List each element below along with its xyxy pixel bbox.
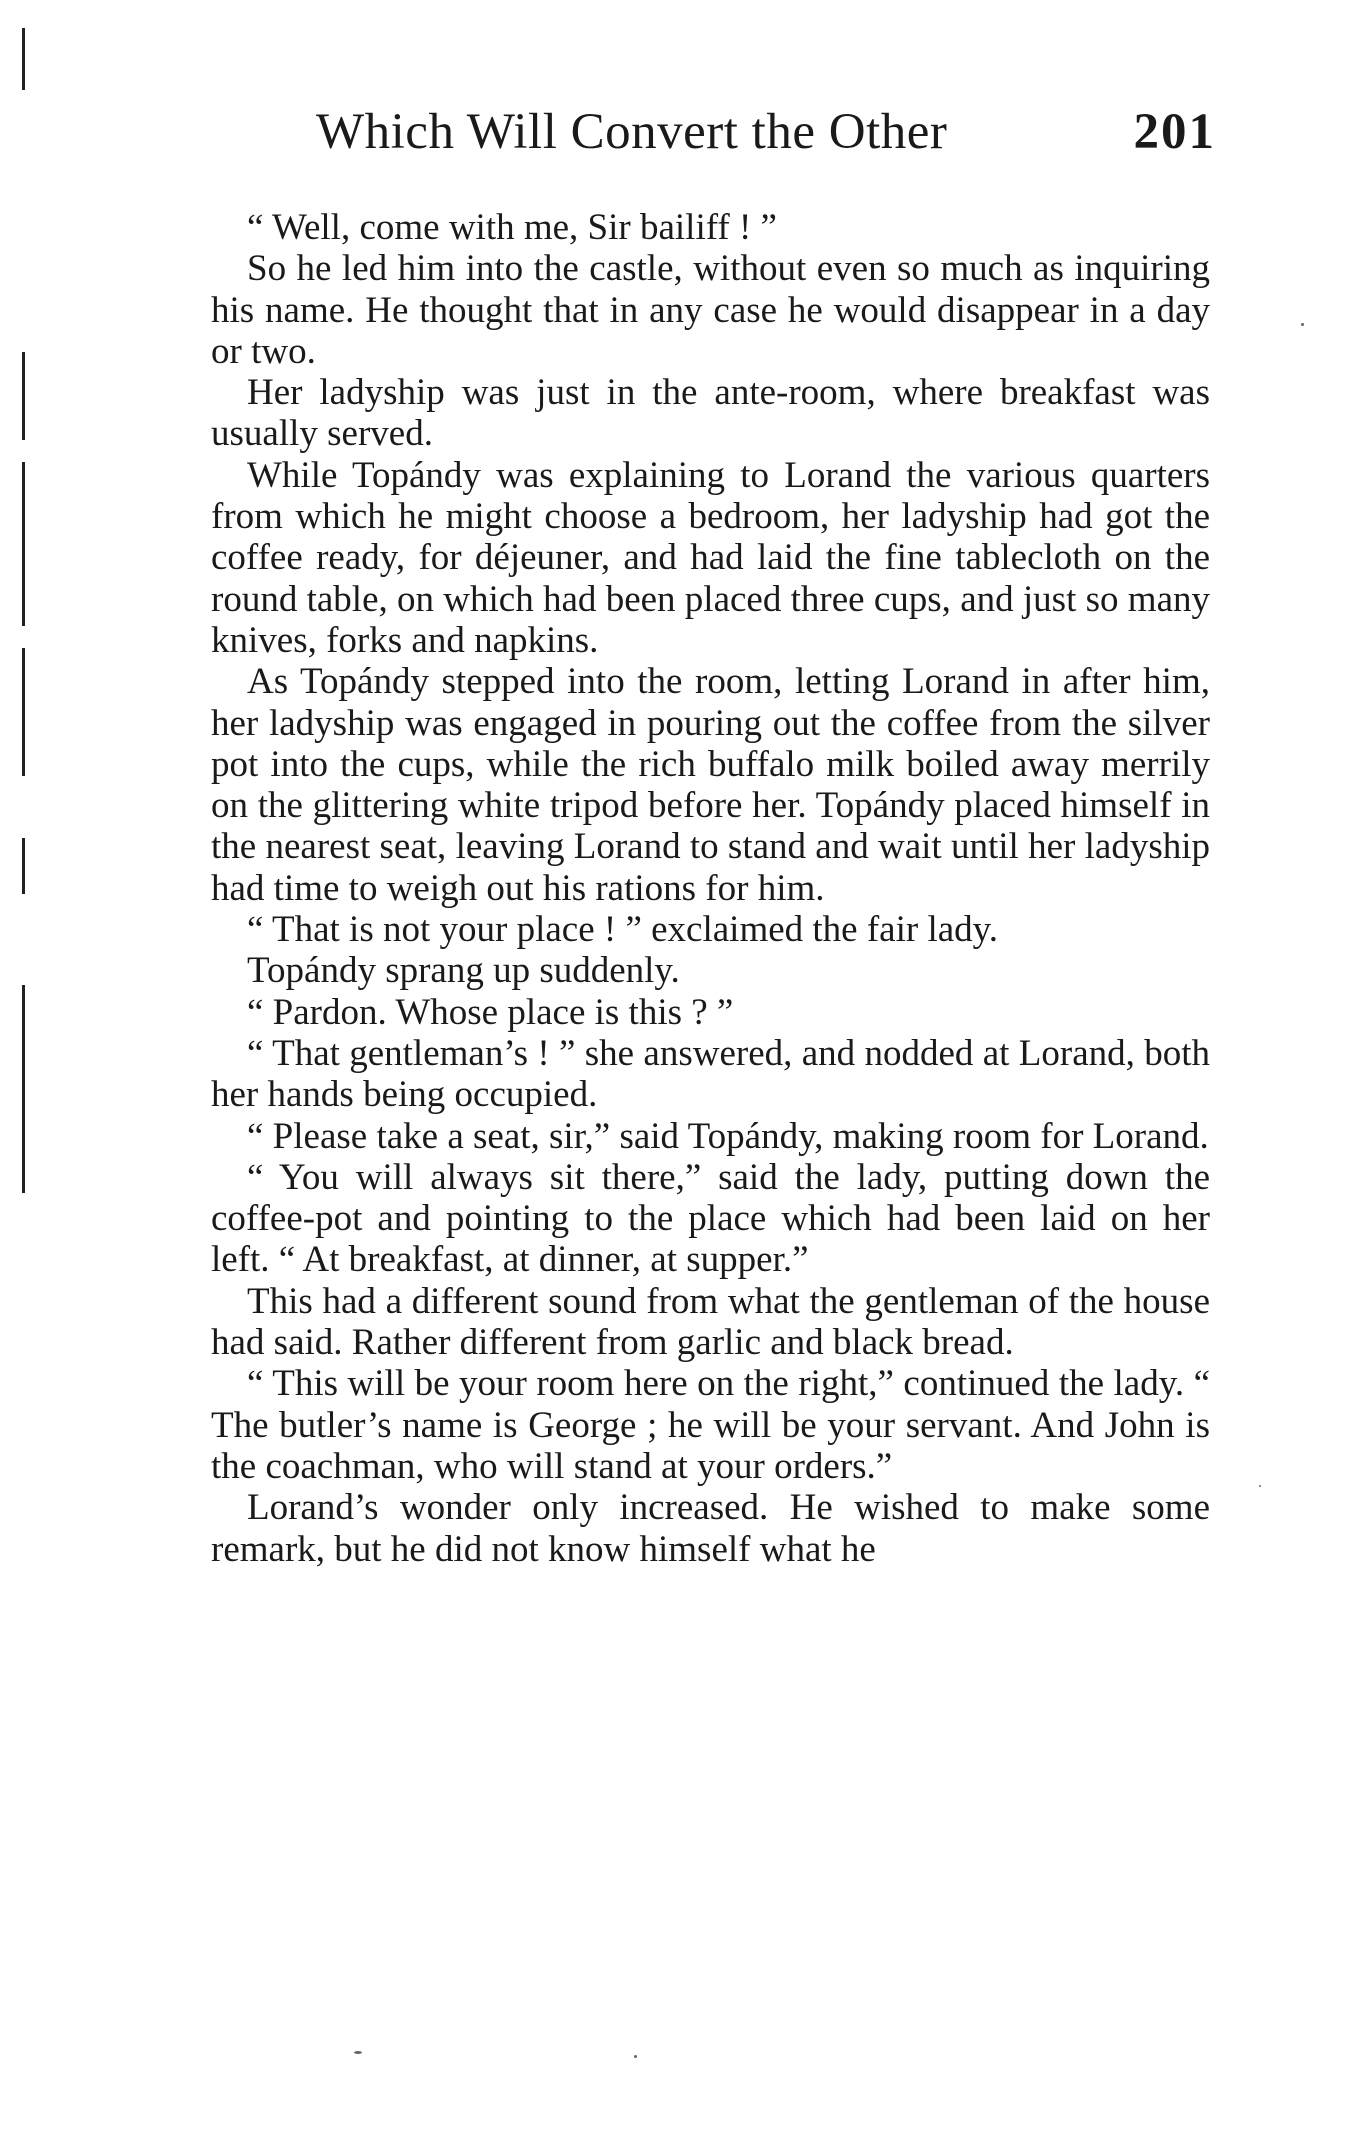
- paragraph: “ That is not your place ! ” exclaimed the fair lady.: [247, 909, 999, 951]
- print-speck: [354, 2051, 362, 2054]
- paragraph: While Topándy was explaining to Lorand the various quarters from which he might choose a bedroom, her ladyship had got the coffee ready, for déjeuner, and had laid the fine tablecloth on the round table, on which had been placed three cups, and just so many knives, forks and napkins.: [211, 454, 1210, 661]
- margin-rule-mark: [22, 462, 25, 626]
- running-title: Which Will Convert the Other: [316, 104, 948, 160]
- margin-rule-mark: [22, 352, 25, 440]
- print-speck: [634, 2055, 637, 2058]
- paragraph: As Topándy stepped into the room, letting Lorand in after him, her ladyship was engaged in pouring out the coffee from the silver pot into the cups, while the rich buffalo milk boiled away merrily on the glittering white tripod before her. Topándy placed himself in the nearest seat, leaving Lorand to stand and wait until her ladyship had time to weigh out his rations for him.: [211, 661, 1210, 909]
- paragraph: So he led him into the castle, without even so much as inquiring his name. He thought that in any case he would disappear in a day or two.: [211, 248, 1210, 372]
- paragraph: Her ladyship was just in the ante-room, where breakfast was usually served.: [211, 372, 1210, 455]
- paragraph: “ You will always sit there,” said the lady, putting down the coffee-pot and pointing to the place which had been laid on her left. “ At breakfast, at dinner, at supper.”: [211, 1156, 1210, 1281]
- paragraph: “ Pardon. Whose place is this ? ”: [247, 991, 734, 1033]
- page-number: 201: [1133, 104, 1216, 160]
- page-header: [316, 103, 1216, 167]
- margin-rule-mark: [22, 648, 25, 776]
- margin-rule-mark: [22, 985, 25, 1193]
- paragraph: “ This will be your room here on the right,” continued the lady. “ The butler’s name is George ; he will be your servant. And John is the coachman, who will stand at your orders.”: [211, 1363, 1210, 1487]
- paragraph: This had a different sound from what the gentleman of the house had said. Rather different from garlic and black bread.: [211, 1280, 1210, 1364]
- paragraph: “ That gentleman’s ! ” she answered, and nodded at Lorand, both her hands being occupied.: [211, 1032, 1210, 1116]
- margin-rule-mark: [22, 838, 25, 894]
- paragraph: “ Well, come with me, Sir bailiff ! ”: [247, 207, 777, 248]
- paragraph: Lorand’s wonder only increased. He wished to make some remark, but he did not know himself what he: [211, 1487, 1210, 1570]
- paragraph: “ Please take a seat, sir,” said Topándy, making room for Lorand.: [247, 1115, 1209, 1157]
- print-speck: [1301, 323, 1304, 326]
- print-speck: [1259, 1485, 1261, 1487]
- margin-rule-mark: [22, 28, 25, 90]
- paragraph: Topándy sprang up suddenly.: [247, 950, 680, 992]
- body-text: [211, 207, 1210, 1570]
